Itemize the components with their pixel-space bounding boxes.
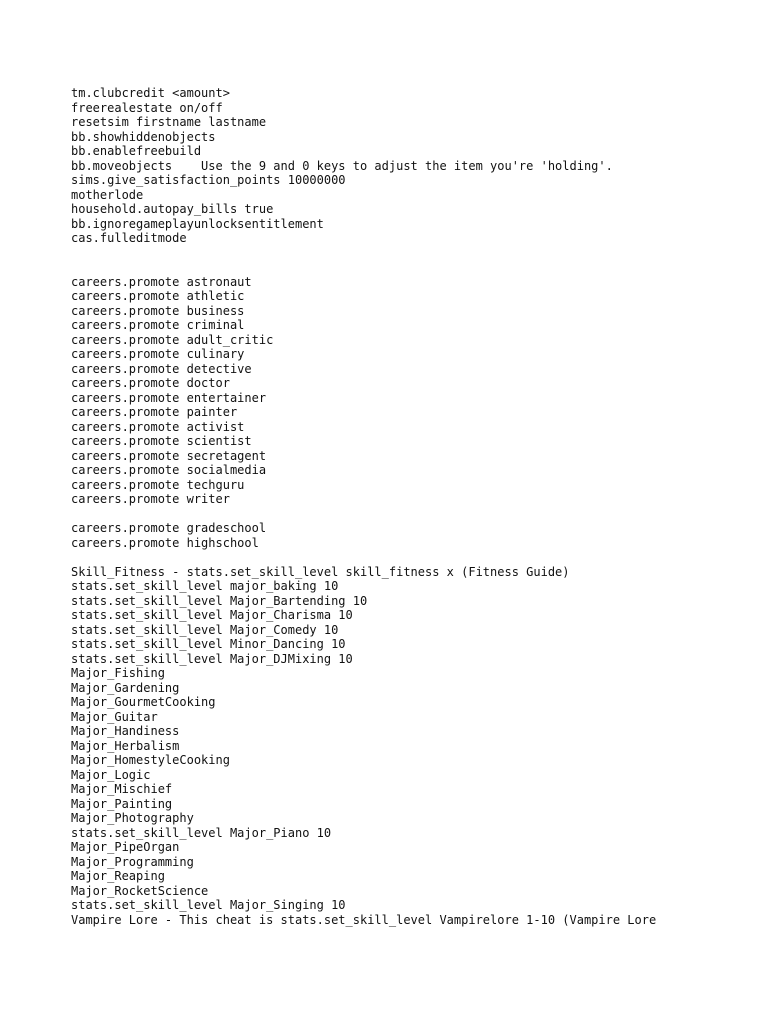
- text-line: stats.set_skill_level Major_Singing 10: [71, 898, 346, 912]
- text-line: stats.set_skill_level Major_DJMixing 10: [71, 651, 353, 666]
- text-line: tm.clubcredit <amount>: [71, 86, 230, 100]
- text-line: careers.promote athletic: [71, 289, 245, 303]
- text-line: Major_GourmetCooking: [71, 695, 216, 709]
- text-line: careers.promote activist: [71, 419, 245, 434]
- text-line: careers.promote culinary: [71, 347, 245, 361]
- text-line: bb.ignoregameplayunlocksentitlement: [71, 216, 324, 231]
- text-line: Major_Logic: [71, 767, 151, 782]
- text-line: Major_Reaping: [71, 869, 165, 883]
- text-line: careers.promote secretagent: [71, 448, 267, 463]
- text-line: motherlode: [71, 187, 144, 202]
- text-line: household.autopay_bills true: [71, 202, 274, 216]
- school-cheats-section: [71, 521, 761, 550]
- skill-cheats-section: [71, 565, 761, 928]
- text-line: bb.moveobjects Use the 9 and 0 keys to adjust the item you're 'holding'.: [71, 158, 613, 173]
- text-line: careers.promote entertainer: [71, 390, 267, 405]
- text-line: Major_Painting: [71, 796, 173, 811]
- text-line: Major_Handiness: [71, 724, 180, 738]
- spacer: [71, 246, 761, 275]
- text-line: careers.promote doctor: [71, 376, 230, 390]
- text-line: stats.set_skill_level Major_Bartending 10: [71, 593, 368, 608]
- text-line: Major_RocketScience: [71, 883, 209, 898]
- text-line: Major_Mischief: [71, 782, 173, 796]
- text-line: bb.enablefreebuild: [71, 144, 202, 158]
- text-line: careers.promote gradeschool: [71, 521, 267, 535]
- text-line: Major_HomestyleCooking: [71, 753, 230, 767]
- text-line: careers.promote painter: [71, 405, 238, 419]
- spacer: [71, 550, 761, 565]
- text-line: stats.set_skill_level Major_Comedy 10: [71, 622, 339, 637]
- text-line: Vampire Lore - This cheat is stats.set_skill_level Vampirelore 1-10 (Vampire Lore: [71, 912, 657, 927]
- text-line: stats.set_skill_level major_baking 10: [71, 579, 339, 593]
- career-cheats-section: [71, 275, 761, 507]
- text-line: careers.promote highschool: [71, 535, 259, 550]
- text-line: careers.promote adult_critic: [71, 332, 274, 347]
- cheat-text-block: [71, 86, 761, 927]
- text-line: careers.promote socialmedia: [71, 463, 267, 477]
- text-line: Major_Fishing: [71, 666, 165, 680]
- text-line: Major_Programming: [71, 854, 194, 869]
- text-line: resetsim firstname lastname: [71, 115, 267, 129]
- text-line: Major_Guitar: [71, 709, 158, 724]
- text-line: careers.promote astronaut: [71, 274, 252, 289]
- text-line: stats.set_skill_level Major_Charisma 10: [71, 608, 353, 622]
- text-line: careers.promote business: [71, 303, 245, 318]
- text-line: Skill_Fitness - stats.set_skill_level skill_fitness x (Fitness Guide): [71, 564, 570, 579]
- text-line: Major_Herbalism: [71, 738, 180, 753]
- text-line: stats.set_skill_level Minor_Dancing 10: [71, 637, 346, 651]
- text-line: careers.promote detective: [71, 361, 252, 376]
- text-line: cas.fulleditmode: [71, 231, 187, 245]
- text-line: Major_Photography: [71, 811, 194, 825]
- text-line: bb.showhiddenobjects: [71, 129, 216, 144]
- text-line: careers.promote scientist: [71, 434, 252, 448]
- general-cheats-section: [71, 86, 761, 246]
- text-line: careers.promote techguru: [71, 477, 245, 492]
- spacer: [71, 507, 761, 522]
- text-line: Major_PipeOrgan: [71, 840, 180, 854]
- text-line: sims.give_satisfaction_points 10000000: [71, 173, 346, 187]
- text-line: freerealestate on/off: [71, 100, 223, 115]
- text-line: Major_Gardening: [71, 680, 180, 695]
- text-line: careers.promote criminal: [71, 318, 245, 332]
- text-line: stats.set_skill_level Major_Piano 10: [71, 825, 332, 840]
- text-line: careers.promote writer: [71, 492, 230, 506]
